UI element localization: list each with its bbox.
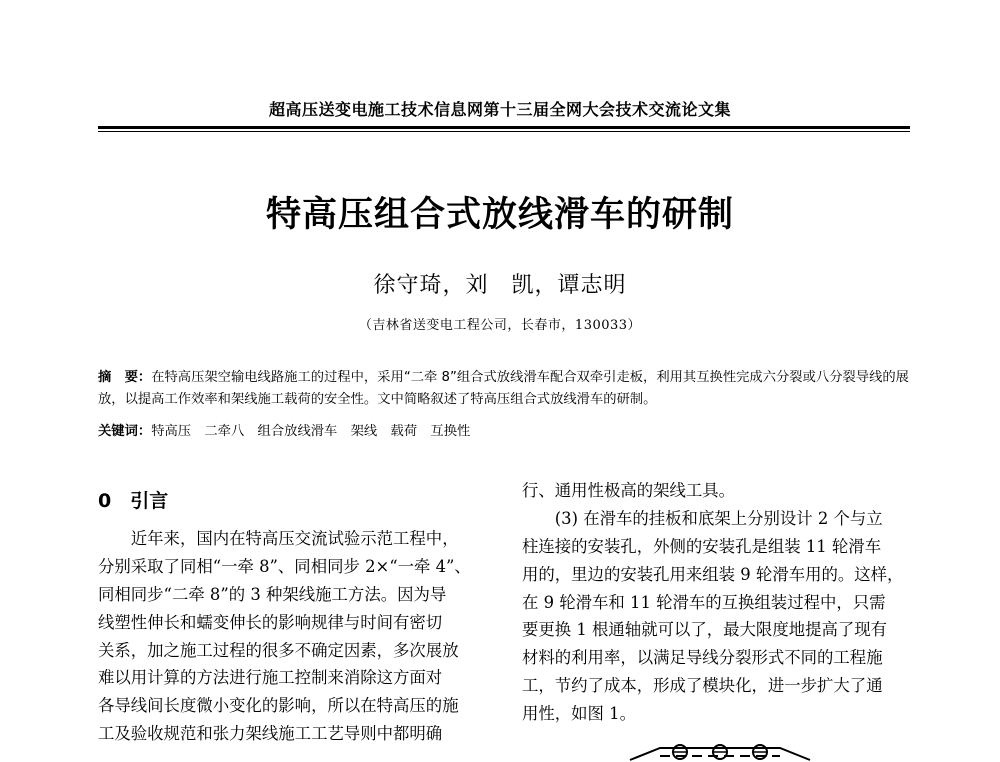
- text-line: 分别采取了同相“一牵 8”、同相同步 2×“一牵 4”、: [98, 556, 471, 576]
- body-column-right: [522, 477, 914, 728]
- text-line: 用的，里边的安装孔用来组装 9 轮滑车用的。这样，: [522, 564, 904, 584]
- text-line: 各导线间长度微小变化的影响，所以在特高压的施: [98, 696, 459, 716]
- affiliation: （吉林省送变电工程公司，长春市，130033）: [358, 318, 642, 333]
- text-line: 难以用计算的方法进行施工控制来消除这方面对: [98, 668, 443, 688]
- keywords-text: 特高压 二牵八 组合放线滑车 架线 载荷 互换性: [151, 424, 471, 439]
- text-line: 近年来，国内在特高压交流试验示范工程中，: [98, 529, 459, 548]
- header-rule-thin: [98, 131, 910, 132]
- abstract-label: 摘 要：: [98, 370, 152, 385]
- text-line: 材料的利用率，以满足导线分裂形式不同的工程施: [522, 648, 883, 668]
- keywords: [98, 421, 913, 443]
- figure-1-pulley-diagram: [600, 738, 840, 762]
- journal-header: 超高压送变电施工技术信息网第十三届全网大会技术交流论文集: [268, 100, 731, 119]
- keywords-label: 关键词：: [98, 424, 152, 439]
- text-line: 要更换 1 根通轴就可以了，最大限度地提高了现有: [522, 620, 888, 640]
- section-heading-introduction: 0 引言: [98, 490, 169, 512]
- abstract: [98, 367, 913, 411]
- text-line: 在 9 轮滑车和 11 轮滑车的互换组装过程中，只需: [522, 592, 886, 612]
- text-line: 工，节约了成本，形成了模块化，进一步扩大了通: [522, 676, 883, 696]
- abstract-text: 在特高压架空输电线路施工的过程中，采用“二牵 8”组合式放线滑车配合双牵引走板，利用其互换性完成六分裂或八分裂导线的展放，以提高工作效率和架线施工载荷的安全性。文中简略叙述了特高压组合式放线滑车的研制。: [98, 370, 909, 407]
- paper-title: 特高压组合式放线滑车的研制: [265, 195, 734, 235]
- text-line: 柱连接的安装孔，外侧的安装孔是组装 11 轮滑车: [522, 536, 882, 556]
- text-line: 同相同步“二牵 8”的 3 种架线施工方法。因为导: [98, 584, 447, 604]
- text-line: 关系，加之施工过程的很多不确定因素，多次展放: [98, 640, 459, 660]
- body-column-left: [98, 525, 488, 748]
- text-line: 工及验收规范和张力架线施工工艺导则中都明确: [98, 724, 443, 744]
- text-line: 用性，如图 1。: [522, 704, 636, 724]
- text-line: (3) 在滑车的挂板和底架上分别设计 2 个与立: [522, 508, 883, 528]
- header-rule-thick: [98, 126, 910, 129]
- text-line: 线塑性伸长和蠕变伸长的影响规律与时间有密切: [98, 612, 443, 632]
- authors: 徐守琦，刘 凯，谭志明: [373, 273, 627, 298]
- text-line: 行、通用性极高的架线工具。: [522, 481, 736, 500]
